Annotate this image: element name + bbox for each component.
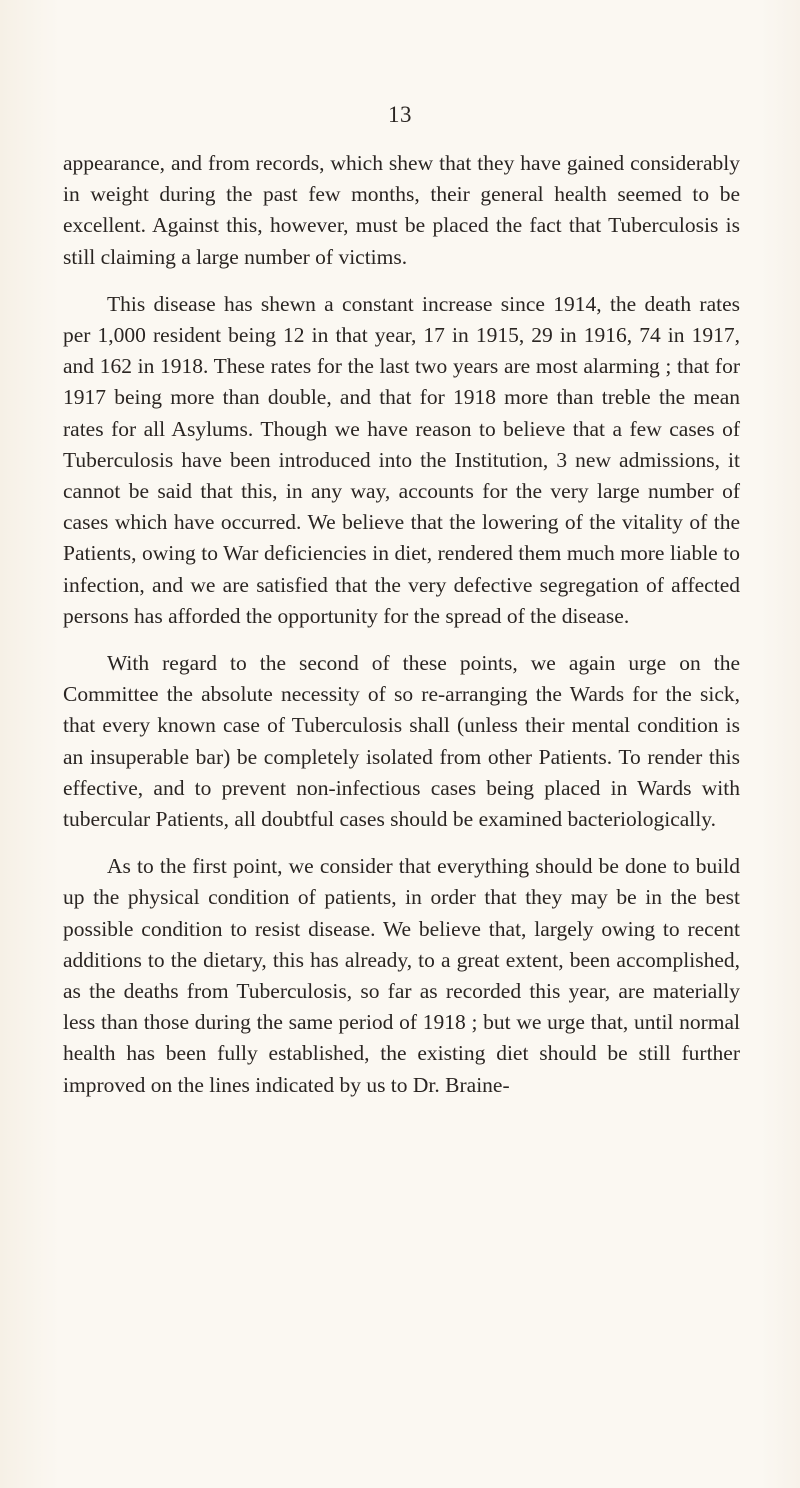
paragraph-physical-condition: As to the first point, we consider that everything should be done to build up the physical condition of patients, in order that they may be in the best possible condition to resist disease. We believe that, largely owing to recent additions to the dietary, this has already, to a great extent, been accomplished, as the deaths from Tuberculosis, so far as recorded this year, are materially less than those during the same period of 1918 ; but we urge that, until normal health has been fully established, the existing diet should be still further improved on the lines indicated by us to Dr. Braine- bbox=[63, 854, 740, 1097]
paragraph-tuberculosis-rates: This disease has shewn a constant increase since 1914, the death rates per 1,000 resident being 12 in that year, 17 in 1915, 29 in 1916, 74 in 1917, and 162 in 1918. These rates for the last two years are most alarming ; that for 1917 being more than double, and that for 1918 more than treble the mean rates for all Asylums. Though we have reason to believe that a few cases of Tuberculosis have been introduced into the Institution, 3 new admissions, it cannot be said that this, in any way, accounts for the very large number of cases which have occurred. We believe that the lowering of the vitality of the Patients, owing to War deficiencies in diet, rendered them much more liable to infection, and we are satisfied that the very defective segregation of affected persons has afforded the opportunity for the spread of the disease. bbox=[63, 291, 740, 628]
body-text bbox=[63, 148, 740, 1101]
paragraph-ward-segregation: With regard to the second of these points, we again urge on the Committee the absolute necessity of so re-arranging the Wards for the sick, that every known case of Tuberculosis shall (unless their mental condition is an insuperable bar) be completely isolated from other Patients. To render this effective, and to prevent non-infectious cases being placed in Wards with tubercular Patients, all doubtful cases should be examined bacteriologically. bbox=[63, 651, 740, 832]
page-number: 13 bbox=[388, 102, 412, 127]
paragraph-continued: appearance, and from records, which shew that they have gained considerably in weight during the past few months, their general health seemed to be excellent. Against this, however, must be placed the fact that Tuberculosis is still claiming a large number of victims. bbox=[63, 151, 740, 269]
